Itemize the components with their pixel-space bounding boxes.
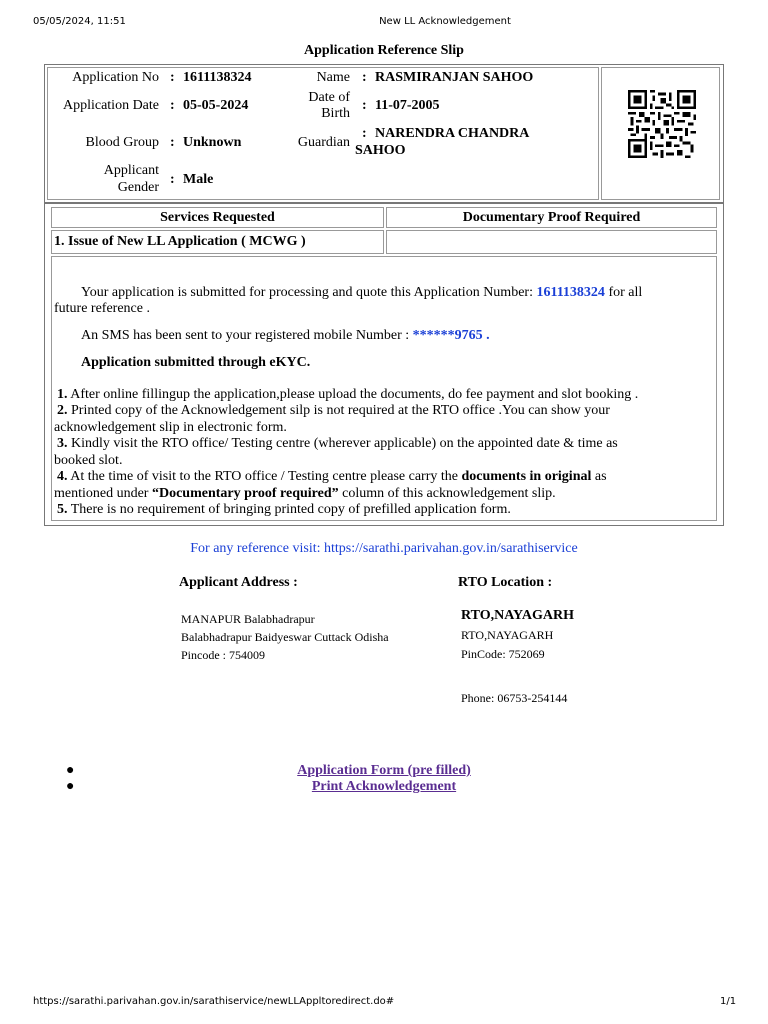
- blood-group-value: Unknown: [183, 135, 242, 150]
- rto-pincode: PinCode: 752069: [461, 647, 545, 661]
- gender-value: Male: [183, 172, 214, 187]
- instruction-text: Kindly visit the RTO office/ Testing centre (wherever applicable) on the appointed date & time as: [67, 436, 618, 451]
- print-page-title: New LL Acknowledgement: [379, 16, 511, 27]
- colon: :: [170, 98, 175, 113]
- application-form-link[interactable]: Application Form (pre filled): [297, 763, 471, 778]
- instruction-number: 3.: [57, 436, 68, 451]
- app-date-label: Application Date: [62, 98, 159, 113]
- instruction-3: [57, 435, 618, 452]
- sms-text: An SMS has been sent to your registered mobile Number :: [81, 328, 413, 343]
- app-no-label: Application No: [72, 70, 159, 85]
- colon: :: [362, 98, 367, 113]
- instruction-text: At the time of visit to the RTO office / Testing centre please carry the: [67, 469, 462, 484]
- dob-label-line1: Date of: [308, 90, 350, 105]
- instruction-1: [57, 386, 638, 403]
- rto-name: RTO,NAYAGARH: [461, 628, 554, 642]
- proof-row-1: [386, 230, 717, 254]
- sms-mobile-number: ******9765 .: [412, 328, 490, 343]
- reference-link-text: For any reference visit: https://sarathi.parivahan.gov.in/sarathiservice: [190, 541, 578, 556]
- qr-code-icon: [626, 90, 698, 158]
- service-row-1: 1. Issue of New LL Application ( MCWG ): [51, 230, 384, 254]
- submit-message-line1: [81, 284, 642, 301]
- instruction-text: mentioned under: [54, 486, 152, 501]
- dob-label-line2: Birth: [321, 106, 350, 121]
- print-page-number: 1/1: [720, 996, 737, 1007]
- instruction-4: [57, 468, 607, 485]
- services-requested-header: Services Requested: [51, 207, 384, 228]
- instruction-bold: documents in original: [461, 469, 592, 484]
- app-date-value: 05-05-2024: [183, 98, 249, 113]
- ekyc-message: Application submitted through eKYC.: [81, 355, 311, 370]
- submit-text: Your application is submitted for processing and quote this Application Number:: [81, 285, 537, 300]
- instruction-2: [57, 402, 610, 419]
- submit-text-end: for all: [604, 285, 643, 300]
- gender-label-line1: Applicant: [103, 163, 159, 178]
- rto-name-bold: RTO,NAYAGARH: [461, 608, 574, 623]
- guardian-value-line2: SAHOO: [355, 143, 406, 158]
- gender-label-line2: Gender: [117, 180, 159, 195]
- instruction-bold: “Documentary proof required”: [151, 486, 339, 501]
- bullet-icon: ●: [66, 779, 75, 794]
- bullet-icon: ●: [66, 763, 75, 778]
- address-line2: Balabhadrapur Baidyeswar Cuttack Odisha: [181, 630, 389, 644]
- instruction-5: [57, 501, 511, 518]
- instruction-2-cont: acknowledgement slip in electronic form.: [54, 420, 287, 435]
- instruction-text: Printed copy of the Acknowledgement silp is not required at the RTO office .You can show your: [67, 403, 610, 418]
- print-footer-url: https://sarathi.parivahan.gov.in/sarathiservice/newLLAppltoredirect.do#: [33, 996, 395, 1007]
- submit-message-line2: future reference .: [54, 301, 150, 316]
- instruction-4-cont: [54, 485, 556, 502]
- app-no-value: 1611138324: [183, 70, 252, 85]
- blood-group-label: Blood Group: [85, 135, 159, 150]
- address-line1: MANAPUR Balabhadrapur: [181, 612, 315, 626]
- print-datetime: 05/05/2024, 11:51: [33, 16, 126, 27]
- instruction-number: 1.: [57, 387, 68, 402]
- name-label: Name: [316, 70, 350, 85]
- instruction-text-end: column of this acknowledgement slip.: [338, 486, 556, 501]
- colon: :: [170, 172, 175, 187]
- instruction-text-end: as: [591, 469, 607, 484]
- sms-message: [81, 327, 490, 344]
- documentary-proof-header: Documentary Proof Required: [386, 207, 717, 228]
- slip-title: Application Reference Slip: [304, 43, 464, 58]
- rto-phone: Phone: 06753-254144: [461, 691, 568, 705]
- instruction-text: There is no requirement of bringing printed copy of prefilled application form.: [67, 502, 511, 517]
- colon: :: [170, 70, 175, 85]
- guardian-label: Guardian: [297, 135, 350, 150]
- submit-app-number: 1611138324: [536, 285, 605, 300]
- address-pincode: Pincode : 754009: [181, 648, 265, 662]
- instruction-number: 2.: [57, 403, 68, 418]
- colon: :: [170, 135, 175, 150]
- instruction-number: 5.: [57, 502, 68, 517]
- rto-location-heading: RTO Location :: [458, 575, 553, 590]
- colon: :: [362, 70, 367, 85]
- guardian-value-line1: NARENDRA CHANDRA: [375, 126, 530, 141]
- colon: :: [362, 126, 367, 141]
- instruction-text: After online fillingup the application,please upload the documents, do fee payment and slot booking .: [67, 387, 639, 402]
- instruction-number: 4.: [57, 469, 68, 484]
- applicant-address-heading: Applicant Address :: [179, 575, 298, 590]
- name-value: RASMIRANJAN SAHOO: [375, 70, 534, 85]
- dob-value: 11-07-2005: [375, 98, 440, 113]
- instruction-3-cont: booked slot.: [54, 453, 123, 468]
- print-acknowledgement-link[interactable]: Print Acknowledgement: [311, 779, 457, 794]
